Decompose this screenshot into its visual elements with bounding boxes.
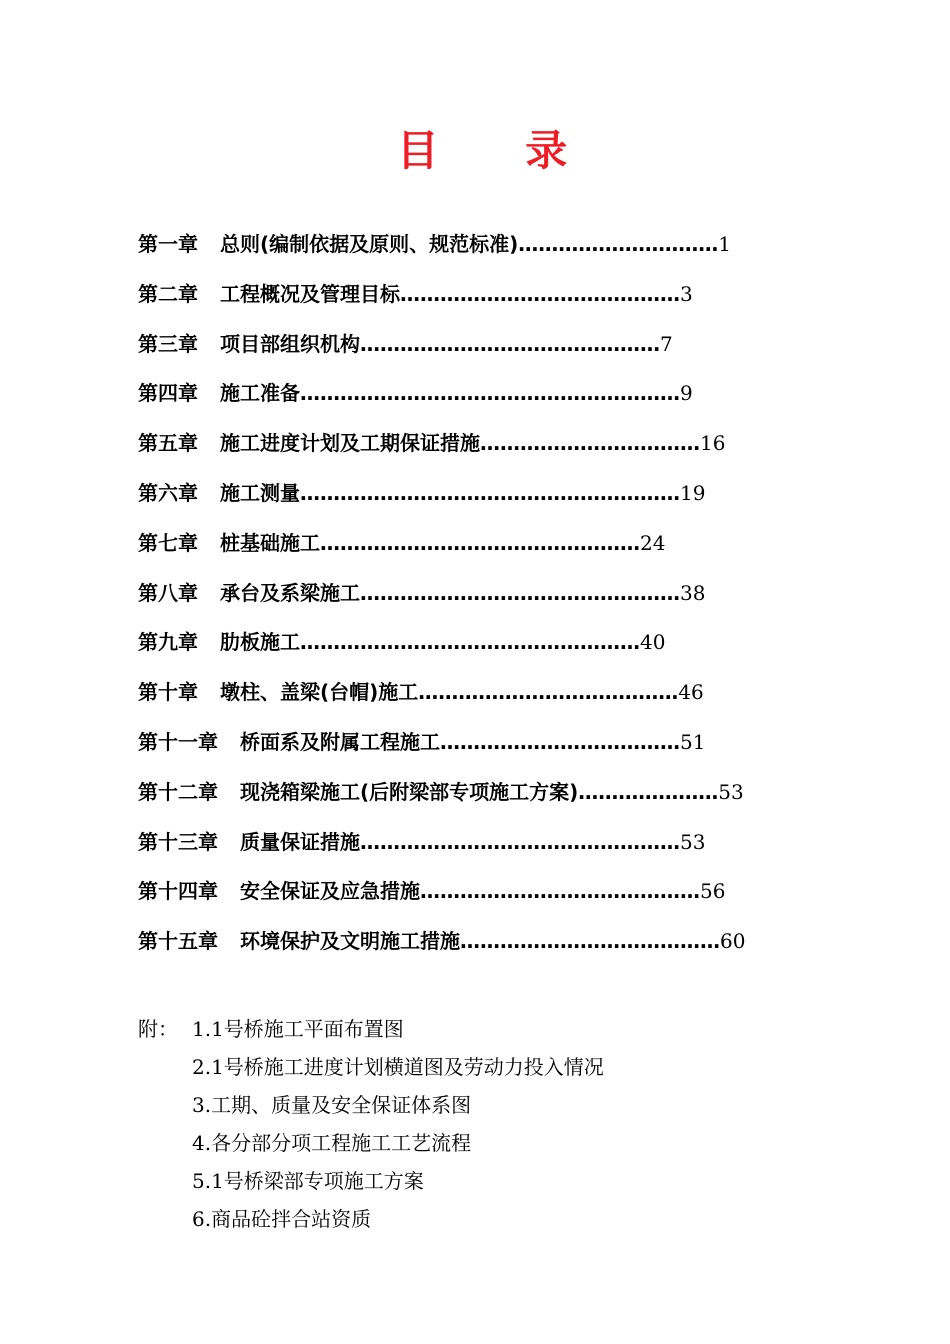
toc-page: 46 bbox=[678, 680, 704, 705]
appendix-item-text: 2.1号桥施工进度计划横道图及劳动力投入情况 bbox=[192, 1055, 604, 1079]
toc-leader: ……………………………… bbox=[440, 729, 680, 754]
toc-chapter: 第三章 bbox=[138, 331, 198, 356]
toc-leader: ………………………………………… bbox=[320, 530, 640, 555]
toc-entry[interactable] bbox=[138, 377, 838, 427]
toc-chapter: 第十一章 bbox=[138, 729, 218, 754]
appendix-item-text: 3.工期、质量及安全保证体系图 bbox=[192, 1093, 472, 1117]
toc-title: 肋板施工 bbox=[220, 630, 300, 655]
toc-chapter: 第一章 bbox=[138, 232, 198, 256]
toc-title: 安全保证及应急措施 bbox=[240, 879, 420, 904]
page-title: 目 录 bbox=[396, 126, 604, 175]
toc-title: 施工准备 bbox=[220, 381, 300, 406]
toc-page: 51 bbox=[680, 729, 706, 754]
appendix-list bbox=[138, 1013, 838, 1241]
appendix-item bbox=[138, 1127, 838, 1165]
toc-title: 项目部组织机构 bbox=[220, 331, 360, 356]
toc-entry[interactable] bbox=[138, 278, 838, 328]
toc-entry[interactable] bbox=[138, 776, 838, 826]
toc-leader: …………………………………………… bbox=[300, 630, 640, 655]
appendix-item-text: 1.1号桥施工平面布置图 bbox=[192, 1017, 404, 1041]
toc-leader: ……………………………………… bbox=[360, 331, 660, 356]
appendix-item-text: 5.1号桥梁部专项施工方案 bbox=[192, 1169, 424, 1193]
toc-title: 工程概况及管理目标 bbox=[220, 281, 400, 306]
appendix-item-text: 4.各分部分项工程施工工艺流程 bbox=[192, 1131, 472, 1155]
toc-entry[interactable] bbox=[138, 826, 838, 876]
toc-chapter: 第八章 bbox=[138, 580, 198, 605]
toc-chapter: 第六章 bbox=[138, 480, 198, 505]
toc-page: 40 bbox=[640, 630, 666, 655]
toc-entry[interactable] bbox=[138, 577, 838, 627]
toc-entry[interactable] bbox=[138, 228, 838, 278]
toc-page: 53 bbox=[680, 829, 706, 854]
toc-leader: ………………………… bbox=[518, 232, 719, 256]
toc-title: 承台及系梁施工 bbox=[220, 580, 360, 605]
toc-title: 施工进度计划及工期保证措施 bbox=[220, 431, 480, 456]
toc-page: 3 bbox=[680, 281, 693, 306]
appendix-item-text: 6.商品砼拌合站资质 bbox=[192, 1207, 372, 1231]
toc-chapter: 第五章 bbox=[138, 431, 198, 456]
toc-page: 56 bbox=[700, 879, 726, 904]
toc-chapter: 第十章 bbox=[138, 680, 198, 705]
toc-leader: ………………………………………… bbox=[360, 829, 680, 854]
toc-page: 38 bbox=[680, 580, 706, 605]
toc-page: 7 bbox=[660, 331, 673, 356]
toc-title: 施工测量 bbox=[220, 480, 300, 505]
toc-entry[interactable] bbox=[138, 925, 838, 975]
toc-entry[interactable] bbox=[138, 328, 838, 378]
appendix-label: 附： bbox=[138, 1017, 178, 1041]
toc-entry[interactable] bbox=[138, 875, 838, 925]
toc-title: 桥面系及附属工程施工 bbox=[240, 729, 440, 754]
toc-title: 总则(编制依据及原则、规范标准) bbox=[220, 232, 519, 256]
toc-leader: ………………………………… bbox=[460, 929, 720, 954]
toc-entry[interactable] bbox=[138, 527, 838, 577]
toc-chapter: 第十四章 bbox=[138, 879, 218, 904]
toc-title: 桩基础施工 bbox=[220, 530, 320, 555]
toc-page: 19 bbox=[680, 480, 706, 505]
toc-leader: ………………… bbox=[578, 779, 719, 804]
toc-leader: ………………………………………… bbox=[360, 580, 680, 605]
toc-leader: …………………………………… bbox=[400, 281, 680, 306]
appendix-item bbox=[138, 1089, 838, 1127]
toc-entry[interactable] bbox=[138, 726, 838, 776]
toc-title: 质量保证措施 bbox=[240, 829, 360, 854]
toc-leader: ………………………………… bbox=[418, 680, 679, 705]
table-of-contents bbox=[138, 228, 838, 975]
toc-chapter: 第七章 bbox=[138, 530, 198, 555]
toc-entry[interactable] bbox=[138, 626, 838, 676]
toc-page: 60 bbox=[720, 929, 746, 954]
toc-page: 16 bbox=[700, 431, 726, 456]
toc-leader: …………………………………… bbox=[420, 879, 700, 904]
toc-chapter: 第二章 bbox=[138, 281, 198, 306]
appendix-item bbox=[138, 1165, 838, 1203]
toc-page: 9 bbox=[680, 381, 693, 406]
toc-leader: ………………………………………………… bbox=[300, 381, 680, 406]
toc-title: 环境保护及文明施工措施 bbox=[240, 929, 460, 954]
toc-chapter: 第十二章 bbox=[138, 779, 218, 804]
toc-chapter: 第九章 bbox=[138, 630, 198, 655]
appendix-item bbox=[138, 1051, 838, 1089]
toc-entry[interactable] bbox=[138, 477, 838, 527]
toc-chapter: 第十三章 bbox=[138, 829, 218, 854]
toc-title: 现浇箱梁施工(后附梁部专项施工方案) bbox=[240, 779, 579, 804]
toc-page: 24 bbox=[640, 530, 666, 555]
toc-page: 53 bbox=[718, 779, 744, 804]
toc-leader: ………………………………………………… bbox=[300, 480, 680, 505]
appendix-item bbox=[138, 1013, 838, 1051]
toc-chapter: 第十五章 bbox=[138, 929, 218, 954]
toc-entry[interactable] bbox=[138, 427, 838, 477]
appendix-item bbox=[138, 1203, 838, 1241]
toc-leader: …………………………… bbox=[480, 431, 700, 456]
toc-page: 1 bbox=[718, 232, 732, 256]
toc-chapter: 第四章 bbox=[138, 381, 198, 406]
toc-entry[interactable] bbox=[138, 676, 838, 726]
toc-title: 墩柱、盖梁(台帽)施工 bbox=[220, 680, 419, 705]
